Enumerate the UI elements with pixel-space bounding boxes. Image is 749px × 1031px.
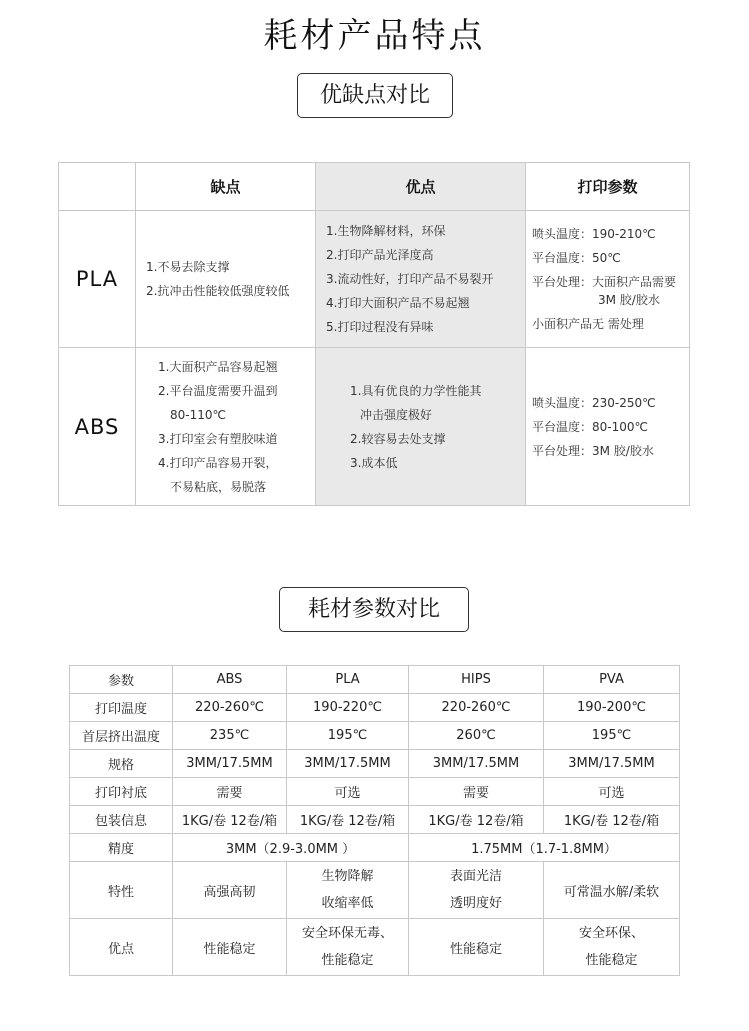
table-header-row bbox=[59, 163, 690, 211]
table-header-row bbox=[70, 666, 680, 694]
table-cell: 1KG/卷 12卷/箱 bbox=[287, 806, 409, 834]
table-cell: 1.75MM（1.7-1.8MM） bbox=[409, 834, 680, 862]
table-cell: 195℃ bbox=[544, 722, 680, 750]
header-pros: 优点 bbox=[316, 163, 526, 211]
table-cell: 195℃ bbox=[287, 722, 409, 750]
table-cell bbox=[544, 919, 680, 976]
table-cell: 3MM/17.5MM bbox=[544, 750, 680, 778]
table-cell: 3MM/17.5MM bbox=[409, 750, 544, 778]
table-cell: 190-220℃ bbox=[287, 694, 409, 722]
list-item: 2.平台温度需要升温到 bbox=[158, 383, 278, 398]
table-row-precision bbox=[70, 834, 680, 862]
list-item: 1.大面积产品容易起翘 bbox=[158, 359, 278, 374]
list-item: 1.具有优良的力学性能其 bbox=[350, 383, 482, 398]
header-hips: HIPS bbox=[409, 666, 544, 694]
table-cell: 性能稳定 bbox=[409, 919, 544, 976]
row-label-pla: PLA bbox=[59, 211, 136, 348]
table-cell: 需要 bbox=[409, 778, 544, 806]
list-item: 2.抗冲击性能较低强度较低 bbox=[146, 284, 290, 298]
table-cell bbox=[409, 862, 544, 919]
table-row bbox=[70, 722, 680, 750]
table-cell: 260℃ bbox=[409, 722, 544, 750]
cell-line: 生物降解 bbox=[321, 869, 374, 884]
pla-cons bbox=[136, 211, 316, 348]
table-cell: 220-260℃ bbox=[409, 694, 544, 722]
list-item: 4.打印大面积产品不易起翘 bbox=[326, 296, 470, 310]
header-pva: PVA bbox=[544, 666, 680, 694]
row-label-abs: ABS bbox=[59, 348, 136, 506]
header-abs: ABS bbox=[173, 666, 287, 694]
table-cell: 可选 bbox=[287, 778, 409, 806]
list-item: 5.打印过程没有异味 bbox=[326, 320, 434, 334]
table-cell: 220-260℃ bbox=[173, 694, 287, 722]
list-item: 4.打印产品容易开裂， bbox=[158, 455, 278, 470]
header-cons: 缺点 bbox=[136, 163, 316, 211]
table-cell bbox=[287, 919, 409, 976]
table-row-feature bbox=[70, 862, 680, 919]
params-table bbox=[69, 665, 680, 976]
row-label: 打印衬底 bbox=[70, 778, 173, 806]
header-empty-cell bbox=[59, 163, 136, 211]
table-row bbox=[70, 778, 680, 806]
table-row-advantage bbox=[70, 919, 680, 976]
section-title-params: 耗材参数对比 bbox=[279, 587, 469, 632]
list-item: 喷头温度：230-250℃ bbox=[532, 395, 656, 410]
table-cell: 190-200℃ bbox=[544, 694, 680, 722]
row-label: 首层挤出温度 bbox=[70, 722, 173, 750]
list-item: 3.成本低 bbox=[350, 455, 398, 470]
list-item: 小面积产品无 需处理 bbox=[532, 317, 644, 331]
table-cell: 性能稳定 bbox=[173, 919, 287, 976]
table-cell: 需要 bbox=[173, 778, 287, 806]
pros-cons-table bbox=[58, 162, 690, 506]
list-item: 冲击强度极好 bbox=[360, 407, 433, 422]
table-cell: 高强高韧 bbox=[173, 862, 287, 919]
table-row bbox=[70, 750, 680, 778]
table-cell: 3MM/17.5MM bbox=[287, 750, 409, 778]
table-cell: 235℃ bbox=[173, 722, 287, 750]
table-row bbox=[70, 694, 680, 722]
list-item: 不易粘底，易脱落 bbox=[170, 479, 267, 494]
header-param: 参数 bbox=[70, 666, 173, 694]
list-item: 平台处理：3M 胶/胶水 bbox=[532, 443, 654, 458]
list-item: 3.流动性好，打印产品不易裂开 bbox=[326, 272, 494, 286]
page-title: 耗材产品特点 bbox=[263, 16, 486, 56]
list-item: 3.打印室会有塑胶味道 bbox=[158, 431, 278, 446]
table-cell: 可常温水解/柔软 bbox=[544, 862, 680, 919]
table-cell: 1KG/卷 12卷/箱 bbox=[173, 806, 287, 834]
header-pla: PLA bbox=[287, 666, 409, 694]
abs-pros bbox=[316, 348, 526, 506]
row-label: 包装信息 bbox=[70, 806, 173, 834]
list-item: 平台处理：大面积产品需要 bbox=[532, 275, 677, 289]
list-item: 平台温度：80-100℃ bbox=[532, 419, 648, 434]
row-label: 精度 bbox=[70, 834, 173, 862]
table-cell: 1KG/卷 12卷/箱 bbox=[409, 806, 544, 834]
cell-line: 透明度好 bbox=[449, 896, 502, 911]
list-item: 喷头温度：190-210℃ bbox=[532, 227, 656, 241]
cell-line: 安全环保、 bbox=[578, 926, 644, 941]
row-label: 特性 bbox=[70, 862, 173, 919]
table-cell: 1KG/卷 12卷/箱 bbox=[544, 806, 680, 834]
row-label: 优点 bbox=[70, 919, 173, 976]
cell-line: 性能稳定 bbox=[321, 953, 374, 968]
list-item: 平台温度：50℃ bbox=[532, 251, 621, 265]
table-cell bbox=[287, 862, 409, 919]
pla-params bbox=[526, 211, 690, 348]
table-cell: 可选 bbox=[544, 778, 680, 806]
header-params: 打印参数 bbox=[526, 163, 690, 211]
table-cell: 3MM/17.5MM bbox=[173, 750, 287, 778]
row-label: 打印温度 bbox=[70, 694, 173, 722]
list-item: 2.打印产品光泽度高 bbox=[326, 248, 434, 262]
cell-line: 性能稳定 bbox=[585, 953, 638, 968]
list-item: 3M 胶/胶水 bbox=[598, 293, 660, 307]
abs-cons bbox=[136, 348, 316, 506]
abs-params bbox=[526, 348, 690, 506]
list-item: 80-110℃ bbox=[170, 407, 226, 422]
table-cell: 3MM（2.9-3.0MM ） bbox=[173, 834, 409, 862]
section-title-pros-cons: 优缺点对比 bbox=[297, 73, 453, 118]
cell-line: 安全环保无毒、 bbox=[301, 926, 393, 941]
list-item: 1.生物降解材料，环保 bbox=[326, 224, 446, 238]
table-row-pla bbox=[59, 211, 690, 348]
table-row-abs bbox=[59, 348, 690, 506]
list-item: 1.不易去除支撑 bbox=[146, 260, 230, 274]
table-row bbox=[70, 806, 680, 834]
cell-line: 表面光洁 bbox=[449, 869, 502, 884]
list-item: 2.较容易去处支撑 bbox=[350, 431, 446, 446]
row-label: 规格 bbox=[70, 750, 173, 778]
pla-pros bbox=[316, 211, 526, 348]
cell-line: 收缩率低 bbox=[321, 896, 374, 911]
